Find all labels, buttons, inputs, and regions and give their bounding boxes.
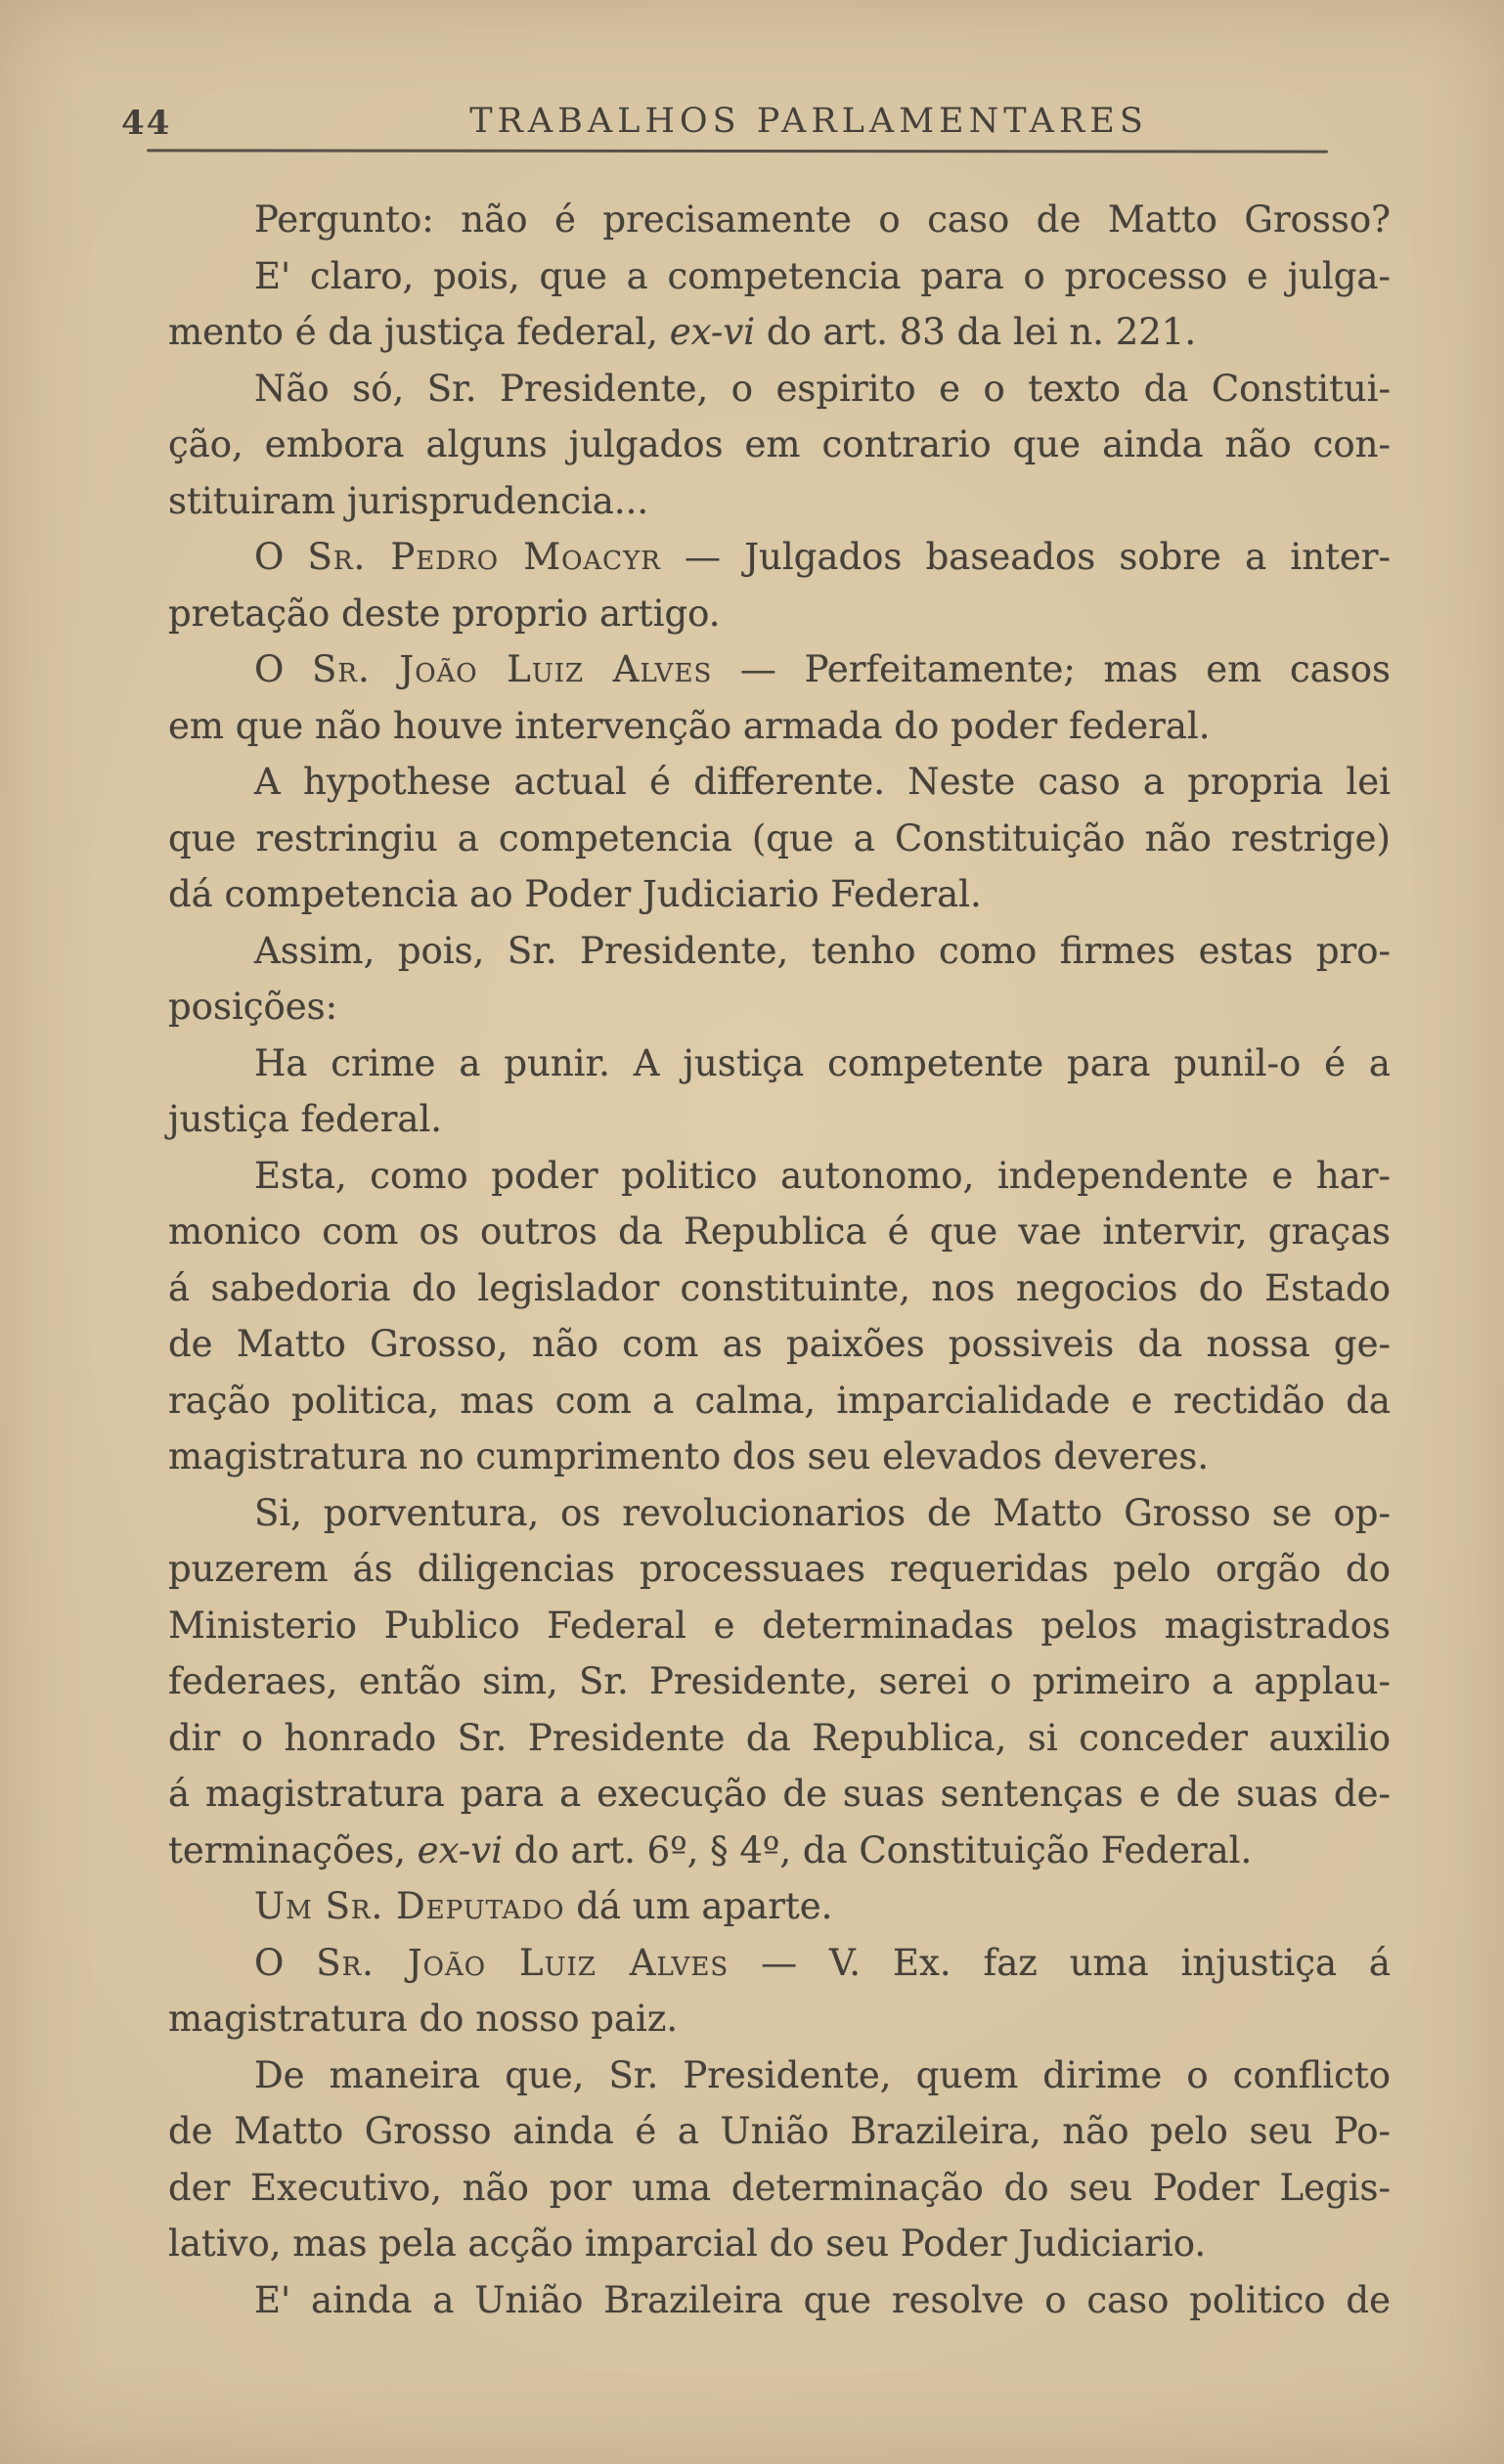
latin-term: ex-vi: [669, 311, 756, 353]
text-segment: monico com os outros da Republica é que vae intervir, graças: [168, 1210, 1391, 1253]
text-line: [168, 811, 1391, 867]
text-line: [168, 1598, 1391, 1654]
text-line: [168, 754, 1391, 811]
text-segment: ração politica, mas com a calma, imparcialidade e rectidão da: [168, 1379, 1391, 1422]
text-segment: De maneira que, Sr. Presidente, quem dirime o conflicto: [254, 2053, 1391, 2096]
text-segment: lativo, mas pela acção imparcial do seu Poder Judiciario.: [168, 2222, 1207, 2265]
text-segment: justiça federal.: [168, 1098, 443, 1140]
text-segment: A hypothese actual é differente. Neste caso a propria lei: [254, 761, 1391, 803]
text-line: [168, 2047, 1391, 2104]
text-segment: do art. 6º, § 4º, da Constituição Federal.: [503, 1828, 1253, 1871]
text-line: [168, 529, 1391, 586]
text-line: [168, 866, 1391, 923]
speaker-name: Sr. Pedro Moacyr: [307, 536, 661, 578]
text-line: [168, 1710, 1391, 1767]
text-segment: — Julgados baseados sobre a inter-: [660, 536, 1391, 578]
text-line: [168, 1260, 1391, 1317]
text-line: [168, 473, 1391, 530]
text-line: [168, 1766, 1391, 1823]
text-line: [168, 1823, 1391, 1879]
text-segment: E' ainda a União Brazileira que resolve o caso politico de: [254, 2278, 1391, 2321]
text-line: [168, 1035, 1391, 1092]
text-segment: dir o honrado Sr. Presidente da Republica, si conceder auxilio: [168, 1716, 1391, 1759]
text-line: [168, 1991, 1391, 2047]
text-line: [168, 1148, 1391, 1205]
text-segment: puzerem ás diligencias processuaes requeridas pelo orgão do: [168, 1548, 1391, 1590]
text-segment: de Matto Grosso, não com as paixões possiveis da nossa ge-: [168, 1323, 1391, 1365]
running-title: TRABALHOS PARLAMENTARES: [469, 102, 1148, 141]
text-line: [168, 698, 1391, 755]
text-segment: federaes, então sim, Sr. Presidente, serei o primeiro a applau-: [168, 1660, 1391, 1702]
text-line: [168, 1373, 1391, 1430]
text-segment: á magistratura para a execução de suas sentenças e de suas de-: [168, 1773, 1391, 1815]
text-segment: do art. 83 da lei n. 221.: [755, 311, 1197, 353]
speaker-name: Um Sr. Deputado: [254, 1885, 565, 1927]
text-line: [168, 586, 1391, 642]
text-segment: posições:: [168, 986, 338, 1028]
text-segment: — Perfeitamente; mas em casos: [712, 648, 1391, 690]
text-segment: mento é da justiça federal,: [168, 311, 670, 353]
text-segment: Si, porventura, os revolucionarios de Matto Grosso se op-: [254, 1491, 1391, 1534]
text-segment: dá um aparte.: [564, 1885, 833, 1927]
text-line: [168, 979, 1391, 1035]
text-segment: — V. Ex. faz uma injustiça á: [729, 1941, 1391, 1984]
text-line: [168, 2103, 1391, 2160]
text-line: [168, 1091, 1391, 1148]
text-line: [168, 1485, 1391, 1542]
text-line: [168, 2272, 1391, 2329]
text-segment: Ha crime a punir. A justiça competente para punil-o é a: [254, 1041, 1391, 1084]
text-segment: O: [254, 536, 308, 578]
page-number: 44: [121, 104, 172, 143]
text-segment: stituiram jurisprudencia...: [168, 479, 649, 522]
text-segment: magistratura no cumprimento dos seu elevados deveres.: [168, 1435, 1210, 1477]
text-line: [168, 1878, 1391, 1935]
text-segment: em que não houve intervenção armada do poder federal.: [168, 704, 1211, 747]
text-line: [168, 248, 1391, 305]
text-segment: O: [254, 1941, 317, 1984]
speaker-name: Sr. João Luiz Alves: [316, 1941, 730, 1984]
latin-term: ex-vi: [417, 1828, 504, 1871]
text-segment: magistratura do nosso paiz.: [168, 1998, 679, 2040]
text-segment: que restringiu a competencia (que a Constituição não restrige): [168, 816, 1391, 859]
text-segment: terminações,: [168, 1828, 418, 1871]
text-line: [168, 2160, 1391, 2217]
text-segment: Ministerio Publico Federal e determinadas pelos magistrados: [168, 1604, 1391, 1647]
text-segment: pretação deste proprio artigo.: [168, 592, 721, 635]
text-line: [168, 1204, 1391, 1260]
page-body: [168, 192, 1391, 2328]
text-line: [168, 304, 1391, 361]
text-line: [168, 1935, 1391, 1992]
text-segment: á sabedoria do legislador constituinte, nos negocios do Estado: [168, 1266, 1391, 1309]
header-rule: [147, 149, 1328, 153]
text-segment: Assim, pois, Sr. Presidente, tenho como firmes estas pro-: [254, 929, 1391, 972]
text-segment: dá competencia ao Poder Judiciario Federal.: [168, 873, 982, 915]
speaker-name: Sr. João Luiz Alves: [312, 648, 713, 690]
text-line: [168, 2216, 1391, 2272]
text-line: [168, 1429, 1391, 1485]
text-line: [168, 923, 1391, 980]
text-line: [168, 1316, 1391, 1373]
text-line: [168, 417, 1391, 473]
text-segment: ção, embora alguns julgados em contrario que ainda não con-: [168, 423, 1391, 465]
text-segment: Pergunto: não é precisamente o caso de Matto Grosso?: [254, 198, 1391, 241]
text-line: [168, 641, 1391, 698]
text-segment: Não só, Sr. Presidente, o espirito e o texto da Constitui-: [254, 367, 1391, 410]
text-segment: O: [254, 648, 313, 690]
text-line: [168, 1653, 1391, 1710]
text-segment: E' claro, pois, que a competencia para o processo e julga-: [254, 254, 1391, 297]
text-line: [168, 1541, 1391, 1598]
text-segment: Esta, como poder politico autonomo, independente e har-: [254, 1154, 1391, 1197]
text-line: [168, 361, 1391, 418]
text-segment: der Executivo, não por uma determinação do seu Poder Legis-: [168, 2166, 1391, 2209]
text-segment: de Matto Grosso ainda é a União Brazileira, não pelo seu Po-: [168, 2110, 1391, 2152]
text-line: [168, 192, 1391, 248]
